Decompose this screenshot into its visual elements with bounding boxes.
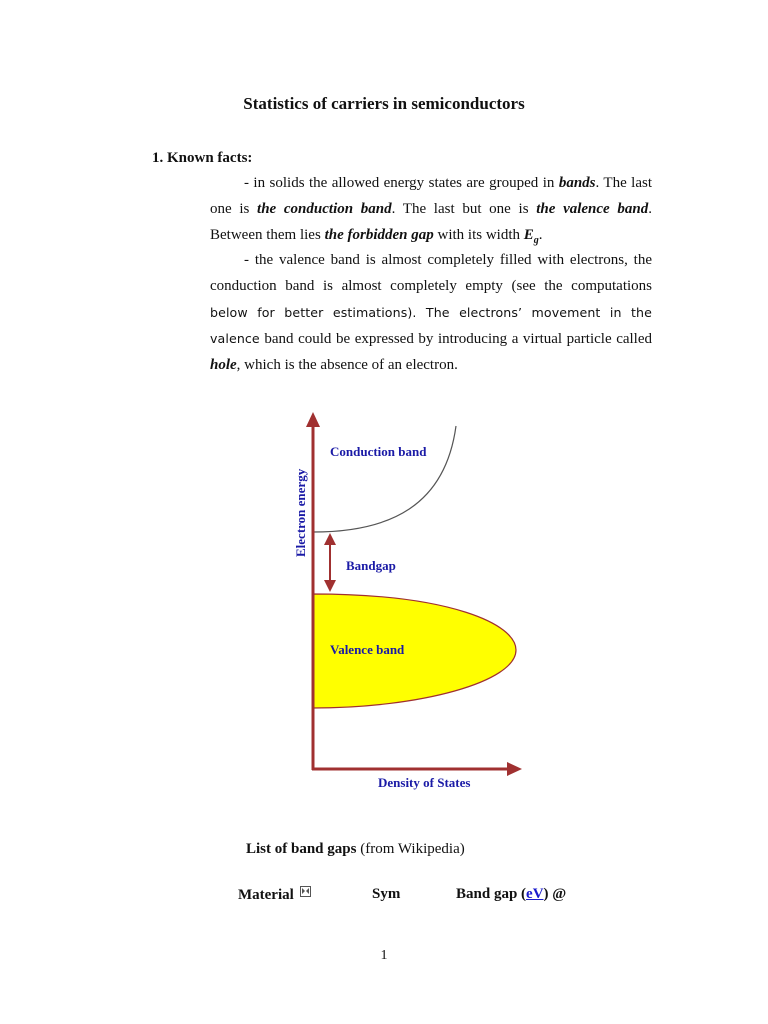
bandgap-arrow-bottom bbox=[324, 580, 336, 592]
p1-text-4: . Between them lies bbox=[210, 200, 652, 243]
p1-text-3: . The last but one is bbox=[391, 200, 537, 217]
term-conduction-band: the conduction band bbox=[257, 200, 392, 217]
symbol-eg bbox=[523, 226, 539, 246]
term-hole: hole bbox=[210, 357, 237, 374]
list-heading-source: (from Wikipedia) bbox=[356, 841, 465, 857]
y-axis-arrow bbox=[306, 412, 320, 427]
symbol-e: E bbox=[523, 226, 534, 243]
x-axis-arrow bbox=[507, 762, 522, 776]
material-header-label: Material bbox=[238, 887, 294, 903]
p1-text-1: - in solids the allowed energy states are grouped in bbox=[244, 175, 559, 191]
column-header-band-gap bbox=[456, 886, 566, 903]
paragraph-bands bbox=[210, 171, 652, 253]
term-valence-band: the valence band bbox=[536, 200, 649, 217]
ev-link[interactable]: eV bbox=[526, 886, 544, 902]
x-axis-label: Density of States bbox=[378, 775, 471, 790]
p2-text-1: - the valence band is almost completely filled with electrons, the conduction band is almost completely empty (see the computations bbox=[210, 252, 652, 294]
band-diagram bbox=[270, 400, 530, 800]
column-header-sym: Sym bbox=[372, 886, 401, 902]
p2-text-2: band could be expressed by introducing a virtual particle called bbox=[259, 331, 652, 348]
paragraph-valence bbox=[210, 248, 652, 379]
conduction-band-label: Conduction band bbox=[330, 444, 427, 459]
column-header-material[interactable] bbox=[238, 886, 311, 904]
band-gap-list-heading bbox=[246, 841, 465, 858]
p2-sans-text: below for better estimations). The electrons’ movement in the valence bbox=[210, 304, 652, 347]
valence-band-label: Valence band bbox=[330, 642, 405, 657]
term-bands: bands bbox=[558, 175, 596, 191]
band-diagram-svg bbox=[270, 400, 530, 800]
conduction-band-curve bbox=[313, 426, 456, 532]
term-forbidden-gap: the forbidden gap bbox=[324, 226, 434, 243]
list-heading-bold: List of band gaps bbox=[246, 841, 357, 857]
band-gap-header-pre: Band gap ( bbox=[456, 886, 527, 902]
p2-text-3: , which is the absence of an electron. bbox=[236, 357, 458, 374]
p1-text-2: . The last one is bbox=[210, 175, 652, 217]
page-number: 1 bbox=[380, 948, 388, 963]
p1-text-5: with its width bbox=[433, 226, 524, 243]
bandgap-arrow-top bbox=[324, 533, 336, 545]
p1-text-6: . bbox=[538, 226, 543, 243]
y-axis-label: Electron energy bbox=[293, 468, 308, 557]
band-gap-header-post: ) @ bbox=[543, 886, 567, 902]
symbol-g-subscript: g bbox=[533, 234, 539, 246]
sort-icon[interactable] bbox=[300, 886, 311, 897]
section-heading: 1. Known facts: bbox=[152, 150, 253, 166]
bandgap-label: Bandgap bbox=[346, 558, 396, 573]
document-title: Statistics of carriers in semiconductors bbox=[243, 94, 525, 113]
